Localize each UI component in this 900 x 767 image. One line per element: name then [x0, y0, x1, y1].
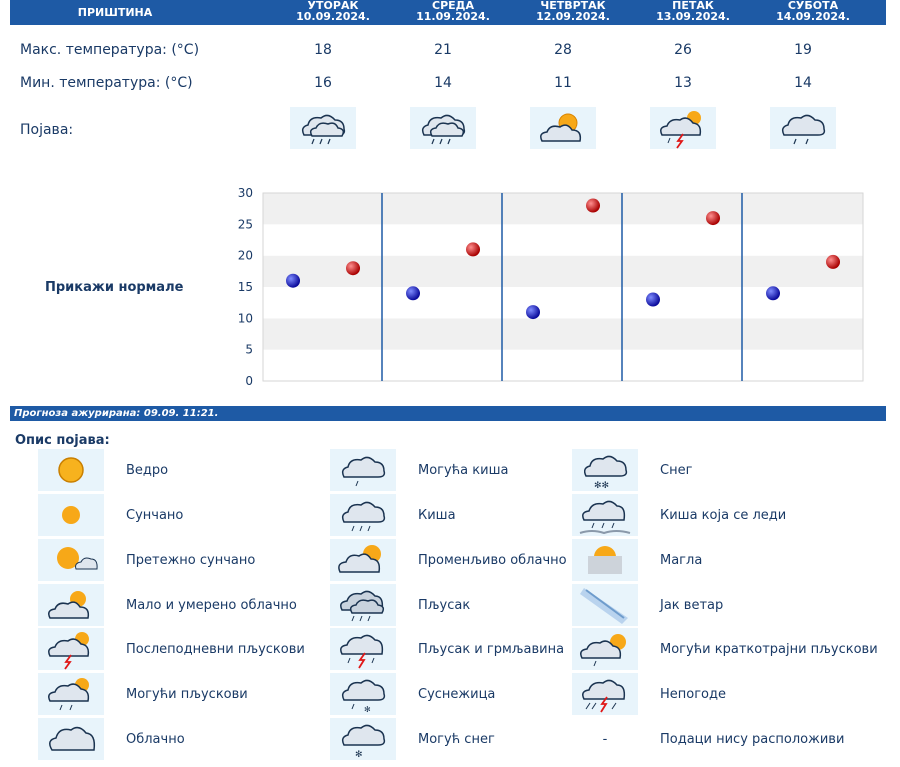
variable-cloudy-icon: [330, 539, 396, 581]
day-header-3: [513, 0, 633, 22]
max-temp-value: 18: [314, 42, 332, 58]
forecast-header: [10, 0, 886, 25]
svg-text:✻: ✻: [355, 750, 363, 760]
shower-icon: [330, 584, 396, 626]
min-temp-value: 14: [434, 75, 452, 91]
max-temp-value: 21: [434, 42, 452, 58]
max-temp-point: [346, 261, 360, 275]
legend-item: [572, 539, 702, 581]
legend-label: Могућ снег: [418, 731, 495, 747]
min-temp-point: [766, 286, 780, 300]
rain-icon: [330, 494, 396, 536]
legend-item: [572, 628, 878, 670]
legend-item: [38, 584, 297, 626]
legend-item: [38, 449, 168, 491]
legend-item: [572, 673, 726, 715]
svg-text:✻✻: ✻✻: [594, 481, 610, 491]
update-bar: [10, 406, 886, 421]
day-name: СРЕДА: [432, 0, 474, 12]
legend-label: Пљусак: [418, 597, 471, 613]
min-temp-point: [406, 286, 420, 300]
possible-showers-icon: [38, 673, 104, 715]
legend-item: [330, 494, 456, 536]
legend-label: Снег: [660, 462, 693, 478]
fog-icon: [572, 539, 638, 581]
day-header-4: [633, 0, 753, 22]
max-temp-point: [706, 211, 720, 225]
day-date: 13.09.2024.: [656, 10, 730, 23]
grid-band: [263, 193, 863, 224]
y-tick-label: 25: [237, 217, 253, 232]
day-header-2: [393, 0, 513, 22]
legend-label: Киша која се леди: [660, 507, 787, 523]
storm-icon: [572, 673, 638, 715]
day-header-5: [753, 0, 873, 22]
legend-label: Пљусак и грмљавина: [418, 641, 565, 657]
show-normals-link[interactable]: Прикажи нормале: [45, 280, 184, 295]
legend-item: [330, 449, 508, 491]
legend-item: [38, 673, 248, 715]
legend-label: Ведро: [126, 462, 169, 478]
temperature-chart: [230, 185, 870, 390]
legend-label: Могућа киша: [418, 462, 509, 478]
legend-item: [330, 539, 567, 581]
legend-item: [572, 718, 844, 760]
legend-item: [330, 718, 495, 760]
y-axis: [238, 186, 253, 388]
afternoon-showers-icon: [38, 628, 104, 670]
possible-rain-icon: [330, 449, 396, 491]
city-name: ПРИШТИНА: [77, 6, 153, 19]
grid-band: [263, 224, 863, 255]
legend-item: [38, 718, 185, 760]
y-tick-label: 10: [237, 311, 253, 326]
afternoon-showers-icon: [650, 107, 716, 149]
legend-item: [330, 673, 495, 715]
legend-label: Могући краткотрајни пљускови: [660, 641, 878, 657]
legend-label: Киша: [418, 507, 456, 523]
day-header-1: [273, 0, 393, 22]
min-temp-label: Мин. температура: (°C): [20, 75, 193, 91]
mostly-sunny-icon: [38, 539, 104, 581]
legend-label: Претежно сунчано: [126, 552, 256, 568]
snow-icon: [572, 449, 638, 491]
mostly-sunny-icon: [530, 107, 596, 149]
legend-label: Сунчано: [126, 507, 184, 523]
legend-item: [572, 449, 692, 491]
day-name: ЧЕТВРТАК: [540, 0, 606, 12]
day-date: 10.09.2024.: [296, 10, 370, 23]
day-date: 14.09.2024.: [776, 10, 850, 23]
y-tick-label: 30: [237, 186, 253, 200]
thunder-shower-icon: [330, 628, 396, 670]
min-temp-value: 11: [554, 75, 572, 91]
day-date: 11.09.2024.: [416, 10, 490, 23]
min-temp-point: [526, 305, 540, 319]
legend-label: Послеподневни пљускови: [126, 641, 305, 657]
legend-item: [38, 628, 305, 670]
legend-title: Опис појава:: [15, 433, 110, 448]
possible-rain-icon: [770, 107, 836, 149]
y-tick-label: 5: [245, 342, 253, 357]
legend-item: [38, 539, 255, 581]
legend-label: Подаци нису расположиви: [660, 731, 845, 747]
max-temp-point: [826, 255, 840, 269]
sleet-icon: [330, 673, 396, 715]
rain-icon: [290, 107, 356, 149]
legend-item: [330, 628, 564, 670]
y-tick-label: 20: [237, 248, 253, 263]
min-temp-point: [646, 293, 660, 307]
clear-sun-icon: [38, 449, 104, 491]
legend-item: [38, 494, 183, 536]
legend-label: Јак ветар: [660, 597, 724, 613]
y-tick-label: 0: [245, 374, 253, 388]
max-temp-label: Макс. температура: (°C): [20, 42, 200, 58]
max-temp-point: [586, 199, 600, 213]
min-temp-value: 13: [674, 75, 692, 91]
update-text: Прогноза ажурирана: 09.09. 11:21.: [14, 408, 219, 419]
brief-showers-icon: [572, 628, 638, 670]
wind-icon: [572, 584, 638, 626]
grid-band: [263, 318, 863, 349]
min-temp-point: [286, 274, 300, 288]
y-tick-label: 15: [237, 280, 253, 294]
min-temp-value: 14: [794, 75, 812, 91]
legend-label: Променљиво облачно: [418, 552, 567, 568]
legend-label: Магла: [660, 552, 703, 568]
day-name: УТОРАК: [307, 0, 359, 12]
max-temp-value: 26: [674, 42, 692, 58]
day-date: 12.09.2024.: [536, 10, 610, 23]
no-data-symbol: -: [602, 731, 608, 747]
freezing-rain-icon: [572, 494, 638, 536]
cloud-icon: [38, 718, 104, 760]
legend-label: Могући пљускови: [126, 686, 248, 702]
rain-icon: [410, 107, 476, 149]
legend-label: Непогоде: [660, 686, 726, 702]
svg-text:✻: ✻: [364, 705, 371, 714]
max-temp-value: 19: [794, 42, 812, 58]
legend-label: Мало и умерено облачно: [126, 597, 297, 613]
day-name: СУБОТА: [787, 0, 839, 12]
legend-item: [572, 494, 786, 536]
day-name: ПЕТАК: [672, 0, 714, 12]
min-temp-value: 16: [314, 75, 332, 91]
legend-label: Облачно: [126, 731, 185, 747]
legend-label: Суснежица: [418, 686, 496, 702]
grid-band: [263, 350, 863, 381]
max-temp-point: [466, 242, 480, 256]
sun-icon: [38, 494, 104, 536]
legend-item: [572, 584, 723, 626]
partly-cloudy-icon: [38, 584, 104, 626]
legend-item: [330, 584, 470, 626]
max-temp-value: 28: [554, 42, 572, 58]
possible-snow-icon: [330, 718, 396, 760]
phenomenon-label: Појава:: [20, 122, 74, 138]
